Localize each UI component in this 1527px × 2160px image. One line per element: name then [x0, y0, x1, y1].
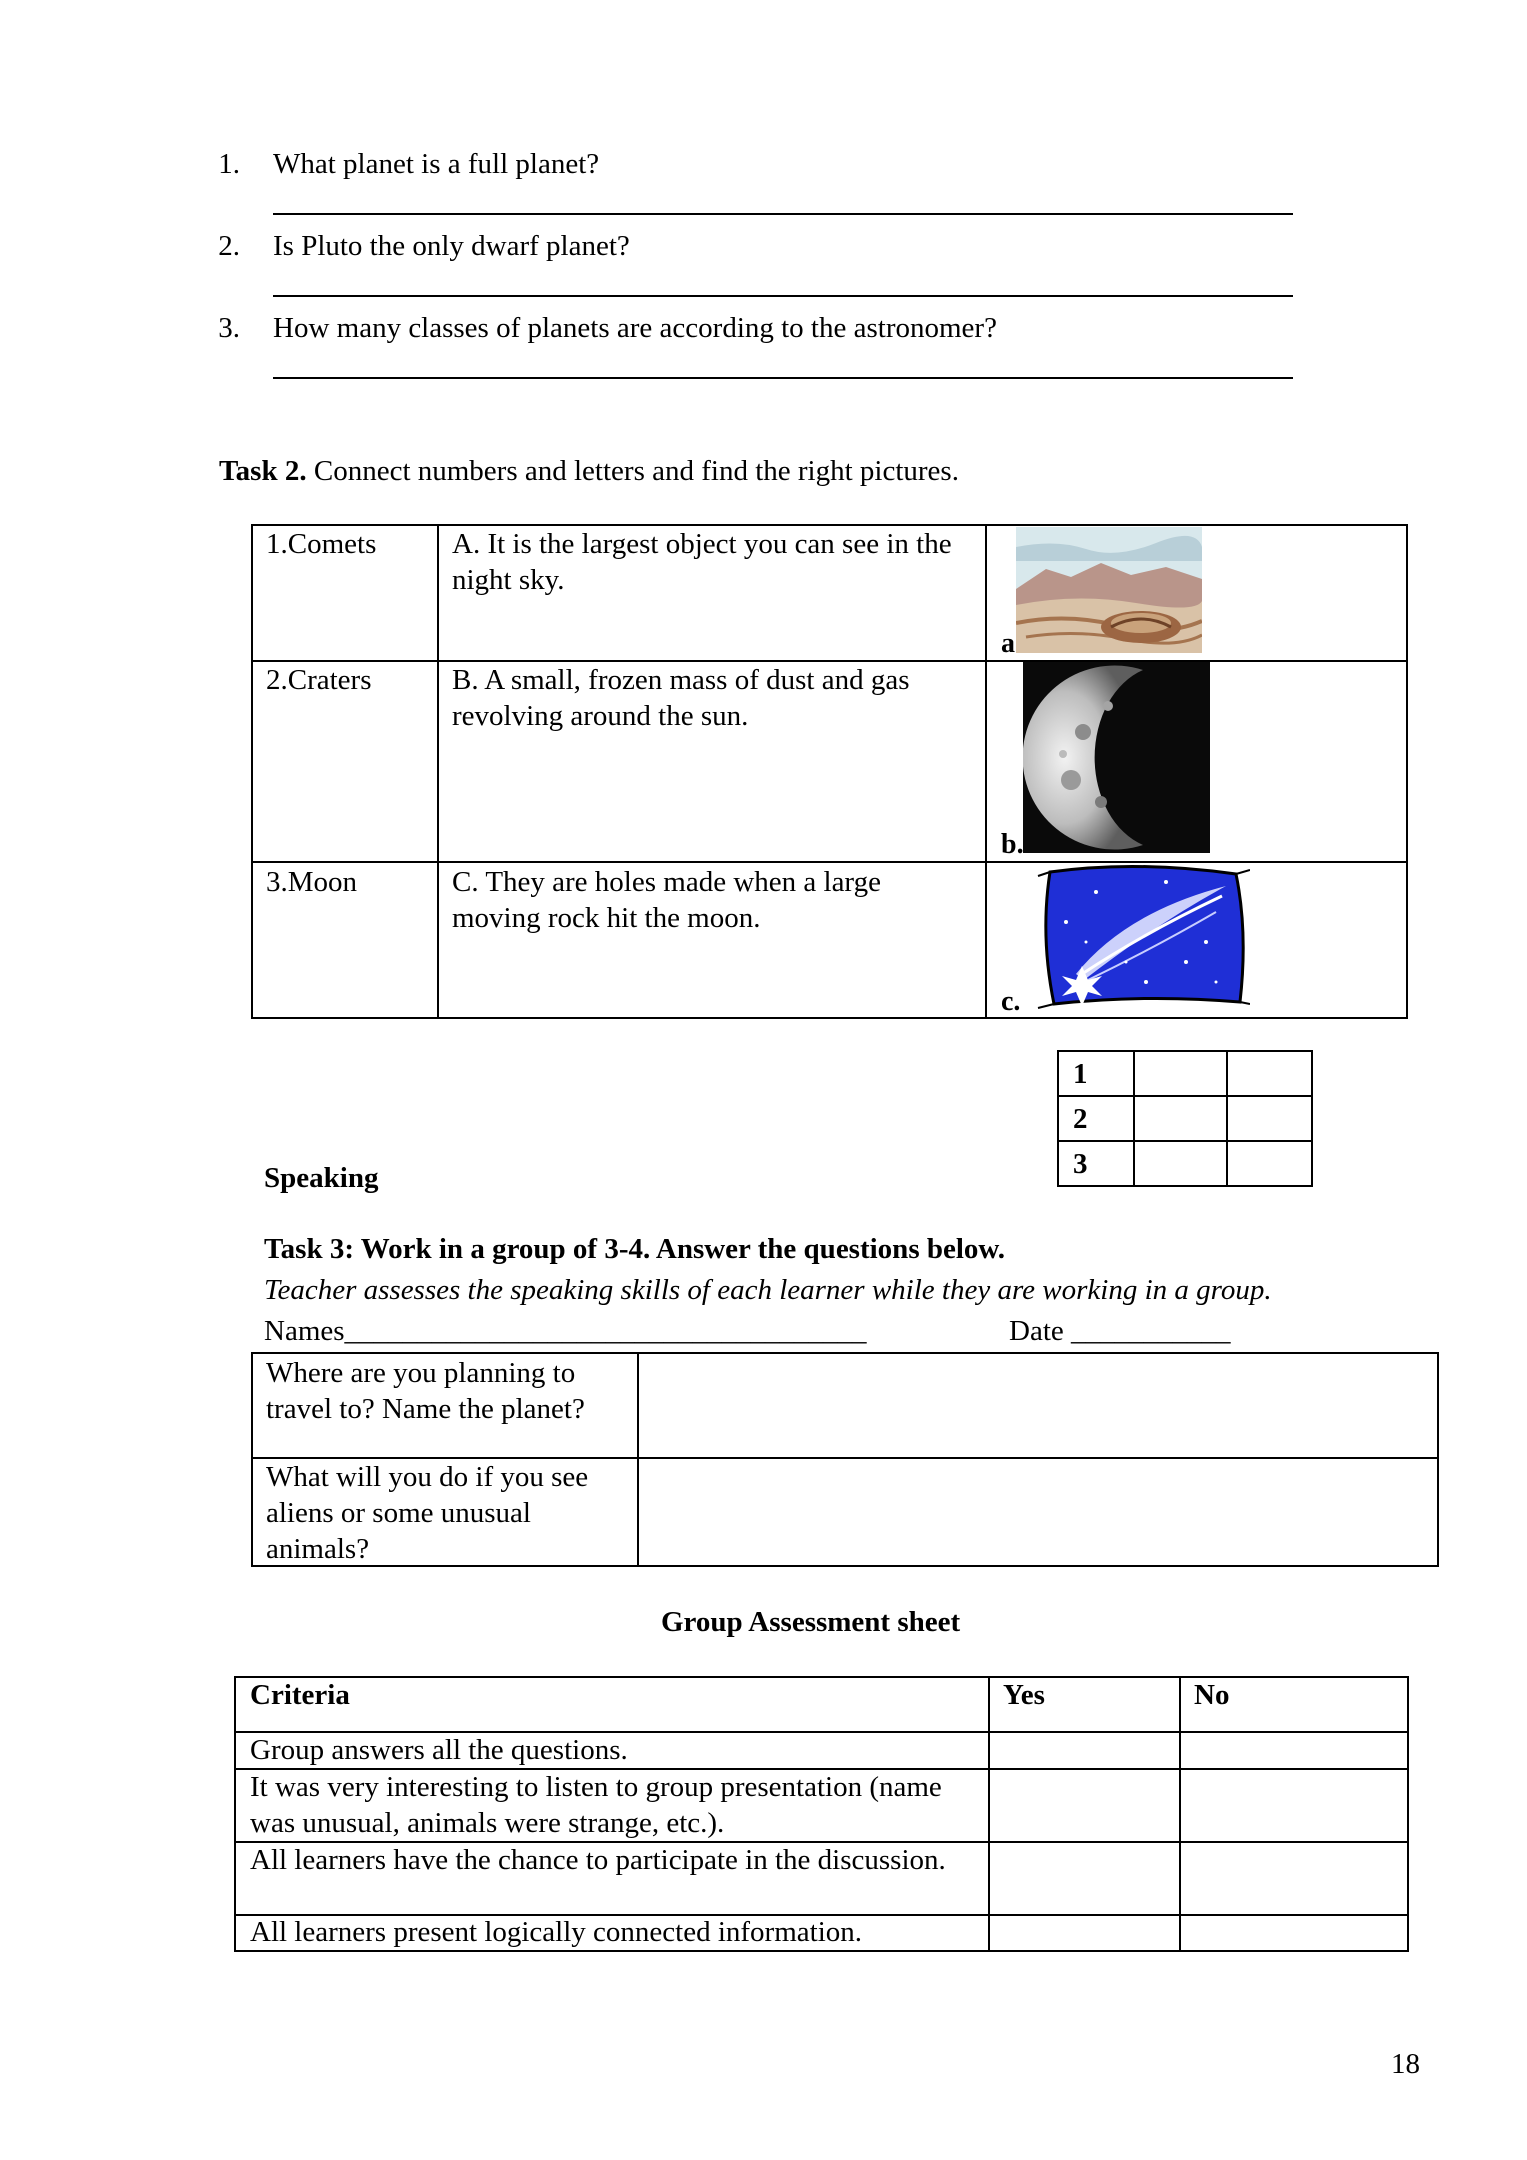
picture-label-a: a — [1001, 628, 1015, 659]
comet-image — [1036, 862, 1250, 1010]
picture-label-b: b. — [1001, 829, 1024, 860]
table-border — [234, 1950, 1409, 1952]
answer-cell[interactable] — [640, 1460, 1436, 1564]
answer-line[interactable] — [273, 295, 1293, 297]
criteria-row: All learners present logically connected information. — [250, 1916, 863, 1948]
grid-row-number: 2 — [1058, 1096, 1134, 1141]
table-border — [251, 1352, 1439, 1354]
assessment-title: Group Assessment sheet — [661, 1606, 961, 1638]
task2-heading — [219, 453, 959, 489]
table-border — [251, 1352, 253, 1567]
table-border — [1407, 1676, 1409, 1952]
criteria-row: All learners have the chance to participate in the discussion. — [250, 1844, 946, 1876]
question-number: 2. — [218, 230, 240, 262]
question-text: What planet is a full planet? — [273, 148, 600, 180]
yes-checkbox-cell[interactable] — [991, 1733, 1178, 1767]
table-border — [637, 1352, 639, 1567]
question-number: 3. — [218, 312, 240, 344]
answer-grid — [1057, 1050, 1313, 1187]
grid-cell[interactable] — [1134, 1096, 1227, 1141]
no-header: No — [1194, 1679, 1230, 1711]
grid-cell[interactable] — [1227, 1051, 1312, 1096]
definition-cell: B. A small, frozen mass of dust and gas revolving around the sun. — [452, 664, 910, 732]
no-checkbox-cell[interactable] — [1182, 1916, 1406, 1949]
criteria-row: It was very interesting to listen to group presentation (name was unusual, animals were strange, etc.). — [250, 1771, 942, 1839]
no-checkbox-cell[interactable] — [1182, 1843, 1406, 1913]
answer-line[interactable] — [273, 213, 1293, 215]
table-border — [1437, 1352, 1439, 1567]
term-cell: 2.Craters — [266, 664, 372, 696]
term-cell: 1.Comets — [266, 528, 377, 560]
task3-instruction: Teacher assesses the speaking skills of each learner while they are working in a group. — [264, 1274, 1272, 1306]
speaking-heading: Speaking — [264, 1162, 379, 1194]
answer-line[interactable] — [273, 377, 1293, 379]
task2-text: Connect numbers and letters and find the right pictures. — [313, 455, 959, 487]
table-border — [251, 524, 253, 1019]
grid-cell[interactable] — [1134, 1051, 1227, 1096]
table-border — [985, 524, 987, 1019]
picture-label-c: c. — [1001, 986, 1021, 1017]
yes-checkbox-cell[interactable] — [991, 1916, 1178, 1949]
question-text: How many classes of planets are according to the astronomer? — [273, 312, 997, 344]
grid-cell[interactable] — [1134, 1141, 1227, 1186]
names-field[interactable]: Names____________________________________ — [264, 1315, 867, 1347]
table-border — [988, 1676, 990, 1952]
table-border — [234, 1676, 1409, 1678]
speaking-question: What will you do if you see aliens or some unusual animals? — [266, 1461, 589, 1565]
grid-cell[interactable] — [1227, 1141, 1312, 1186]
definition-cell: C. They are holes made when a large moving rock hit the moon. — [452, 866, 881, 934]
table-border — [437, 524, 439, 1019]
question-number: 1. — [218, 148, 240, 180]
no-checkbox-cell[interactable] — [1182, 1733, 1406, 1767]
task3-title: Task 3: Work in a group of 3-4. Answer the questions below. — [264, 1233, 1006, 1265]
table-border — [1406, 524, 1408, 1019]
yes-checkbox-cell[interactable] — [991, 1770, 1178, 1840]
question-text: Is Pluto the only dwarf planet? — [273, 230, 630, 262]
definition-cell: A. It is the largest object you can see in the night sky. — [452, 528, 952, 596]
task2-label: Task 2. — [219, 455, 307, 487]
page-number: 18 — [1391, 2048, 1420, 2080]
date-field[interactable]: Date ___________ — [1009, 1315, 1231, 1347]
yes-header: Yes — [1003, 1679, 1045, 1711]
table-border — [1179, 1676, 1181, 1952]
moon-image — [1023, 662, 1210, 853]
yes-checkbox-cell[interactable] — [991, 1843, 1178, 1913]
table-border — [234, 1676, 236, 1952]
table-border — [251, 1017, 1408, 1019]
term-cell: 3.Moon — [266, 866, 358, 898]
grid-row-number: 1 — [1058, 1051, 1134, 1096]
craters-landscape-image — [1016, 527, 1202, 653]
criteria-row: Group answers all the questions. — [250, 1734, 628, 1766]
grid-row-number: 3 — [1058, 1141, 1134, 1186]
speaking-question: Where are you planning to travel to? Name the planet? — [266, 1357, 585, 1425]
grid-cell[interactable] — [1227, 1096, 1312, 1141]
answer-cell[interactable] — [640, 1355, 1436, 1456]
criteria-header: Criteria — [250, 1679, 350, 1711]
no-checkbox-cell[interactable] — [1182, 1770, 1406, 1840]
